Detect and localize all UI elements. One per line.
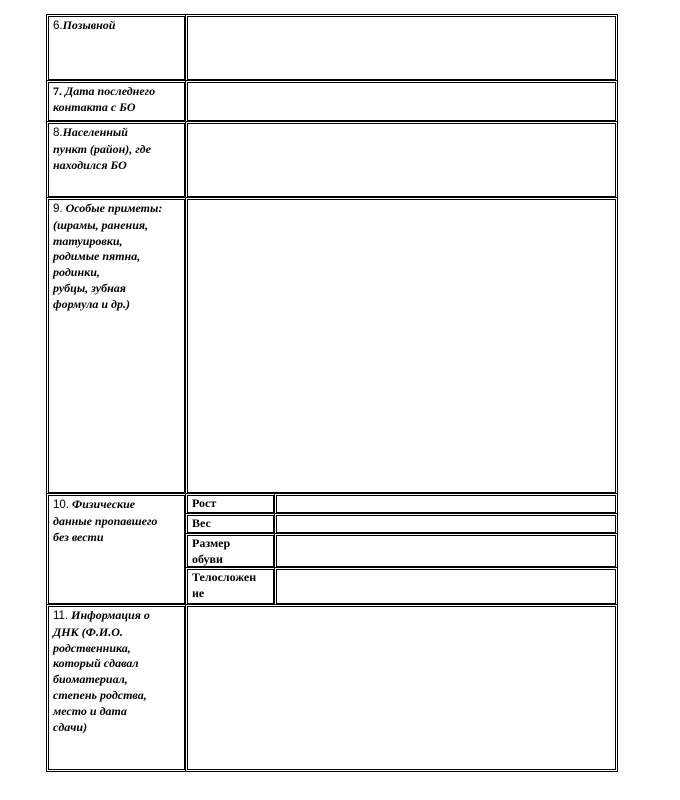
shoe-size-value-cell[interactable] [274,533,618,569]
build-value-cell[interactable] [274,567,618,606]
row8-value-cell[interactable] [185,121,618,199]
row8-label-line1: Населенный [62,125,128,139]
row7-value-cell[interactable] [185,80,618,123]
row7-number: 7. [53,84,62,98]
row11-label-cell [46,604,187,772]
row11-value-cell[interactable] [185,604,618,772]
row10-label-line2: данные пропавшего [53,513,158,528]
row11-number: 11. [53,610,69,622]
weight-label: Вес [192,516,211,530]
row6-number: 6. [53,20,63,32]
row8-label-cell [46,121,187,199]
build-label-line2: ие [192,585,205,600]
row10-label-line3: без вести [53,529,104,544]
row11-label-line2: ДНК (Ф.И.О. [53,624,123,639]
row11-label-line7: место и дата [53,703,127,718]
row9-label-line3: татуировки, [53,233,123,248]
row8-label-line2: пункт (район), где [53,141,151,156]
row6-label: Позывной [62,18,116,32]
weight-value-cell[interactable] [274,513,618,535]
row7-label-cell [46,80,187,123]
row11-label-line6: степень родства, [53,687,147,702]
row10-label-cell [46,493,187,606]
row9-label-cell [46,197,187,495]
row11-label-line4: который сдавал [53,656,139,671]
row9-label-line5: родинки, [53,265,100,280]
row9-label-line2: (шрамы, ранения, [53,217,149,232]
row7-label-line1: Дата последнего [65,84,156,98]
row9-label-line6: рубцы, зубная [53,280,126,295]
row9-label-line1: Особые приметы: [65,201,163,215]
build-label-line1: Телосложен [192,570,257,584]
row10-number: 10. [53,499,69,511]
row9-label-line4: родимые пятна, [53,249,141,264]
row11-label-line3: родственника, [53,640,131,655]
shoe-size-label-cell [185,533,276,569]
row11-label-line5: биоматериал, [53,672,128,687]
row11-label-line8: сдачи) [53,719,88,734]
row9-label-line7: формула и др.) [53,296,130,311]
height-label: Рост [192,496,217,510]
row8-number: 8. [53,127,63,139]
row9-value-cell[interactable] [185,197,618,495]
row10-label-line1: Физические [72,497,136,511]
build-label-cell [185,567,276,606]
row9-number: 9. [53,203,63,215]
row8-label-line3: находился БО [53,157,127,172]
height-label-cell [185,493,276,515]
shoe-size-label-line1: Размер [192,536,231,550]
row6-label-cell [46,14,187,82]
row11-label-line1: Информация о [71,608,150,622]
shoe-size-label-line2: обуви [192,551,223,566]
height-value-cell[interactable] [274,493,618,515]
row6-value-cell[interactable] [185,14,618,82]
row7-label-line2: контакта с БО [53,99,136,114]
weight-label-cell [185,513,276,535]
